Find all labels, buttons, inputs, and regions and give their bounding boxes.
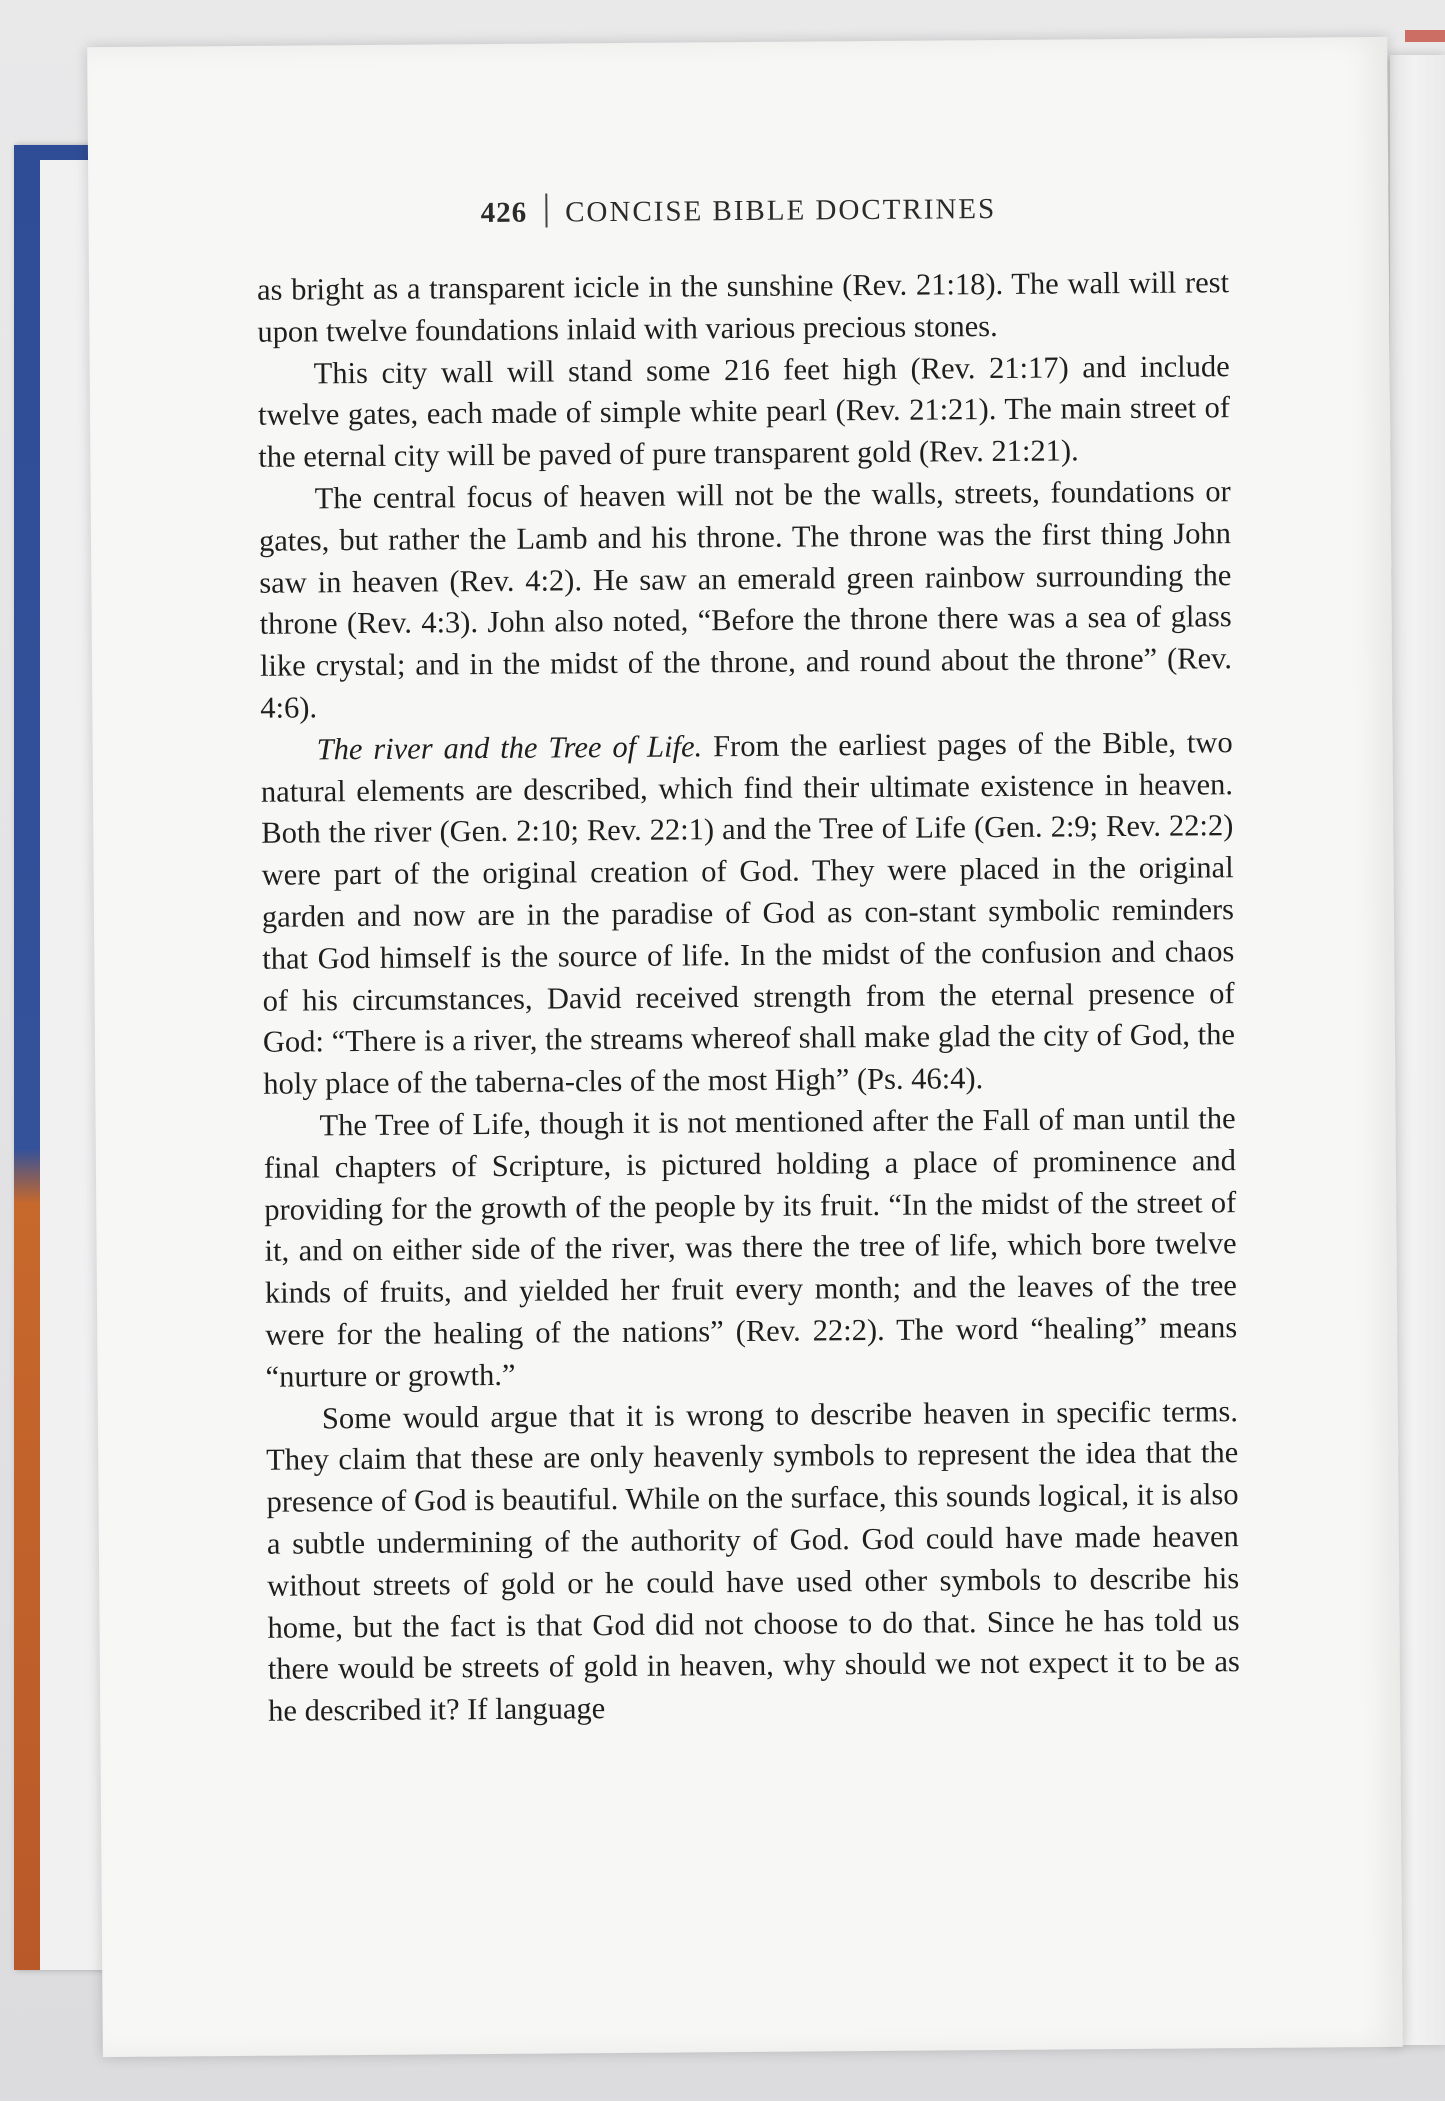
paragraph-text: The Tree of Life, though it is not mentioned after the Fall of man until the final chapters of Scripture, is pictured holding a place of prominence and providing for the growth of the people by its fruit. “In the midst of the street of it, and on either side of the river, was there the tree of life, which bore twelve kinds of fruits, and yielded her fruit every month; and the leaves of the tree were for the healing of the nations” (Rev. 22:2). The word “healing” means “nurture or growth.” [263,1101,1238,1394]
paragraph-text: as bright as a transparent icicle in the sunshine (Rev. 21:18). The wall will rest upon twelve foundations inlaid with various precious stones. [256,265,1230,349]
paragraph-text: The central focus of heaven will not be the walls, streets, foundations or gates, but rather the Lamb and his throne. The throne was the first thing John saw in heaven (Rev. 4:2). He saw an emerald green rainbow surrounding the throne (Rev. 4:3). John also noted, “Before the throne there was a sea of glass like crystal; and in the midst of the throne, and round about the throne” (Rev. 4:6). [258,474,1233,725]
paragraph-5 [263,1098,1237,1398]
paragraph-text: Some would argue that it is wrong to describe heaven in specific terms. They claim that these are only heavenly symbols to represent the idea that the presence of God is beautiful. While on the surface, this sounds logical, it is also a subtle undermining of the authority of God. God could have made heaven without streets of gold or he could have used other symbols to describe his home, but the fact is that God did not choose to do that. Since he has told us there would be streets of gold in heaven, why should we not expect it to be as he described it? If language [266,1393,1240,1728]
paragraph-4 [260,722,1235,1106]
running-head-divider [545,194,547,228]
section-heading-italic: The river and the Tree of Life. [316,729,703,767]
running-title: CONCISE BIBLE DOCTRINES [565,193,997,229]
paragraph-2 [258,346,1231,479]
paragraph-1 [257,262,1230,353]
paragraph-text: This city wall will stand some 216 feet high (Rev. 21:17) and include twelve gates, each made of simple white pearl (Rev. 21:21). The main street of the eternal city will be paved of pure transparent gold (Rev. 21:21). [257,348,1231,474]
running-head [88,187,1388,233]
paragraph-3 [259,471,1233,729]
book-page [87,37,1403,2057]
page-number: 426 [480,196,528,230]
body-text [257,262,1240,1732]
paragraph-6 [266,1391,1241,1733]
page-marker-tab [1405,30,1445,42]
paragraph-text: From the earliest pages of the Bible, two natural elements are described, which find their ultimate existence in heaven. Both the river (Gen. 2:10; Rev. 22:1) and the Tree of Life (Gen. 2:9; Rev. 22:2) were part of the original creation of God. They were placed in the original garden and now are in the paradise of God as con-stant symbolic reminders that God himself is the source of life. In the midst of the confusion and chaos of his circumstances, David received strength from the eternal presence of God: “There is a river, the streams whereof shall make glad the city of God, the holy place of the taberna-cles of the most High” (Ps. 46:4). [260,724,1236,1101]
